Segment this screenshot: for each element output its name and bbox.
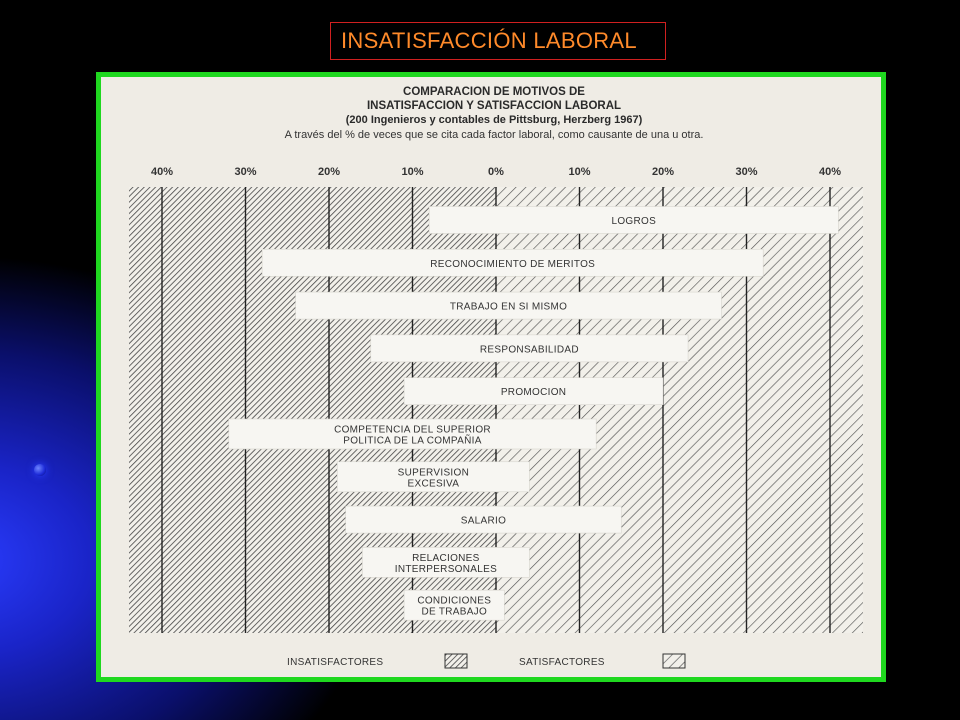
chart-description: A través del % de veces que se cita cada factor laboral, como causante de una u otra. [284, 129, 704, 141]
factor-label: INTERPERSONALES [394, 563, 498, 575]
x-tick-label: 20% [317, 166, 341, 178]
factor-label: TRABAJO EN SI MISMO [449, 301, 568, 313]
factor-label: RECONOCIMIENTO DE MERITOS [430, 258, 596, 270]
factor-label: SALARIO [460, 515, 507, 527]
x-tick-label: 10% [401, 166, 424, 178]
legend-swatch-satisfactores [663, 654, 685, 668]
factor-label: LOGROS [611, 215, 657, 227]
x-tick-label: 10% [568, 166, 591, 178]
herzberg-chart [101, 77, 881, 677]
plot-area [129, 166, 863, 633]
factor-label: COMPETENCIA DEL SUPERIOR [334, 424, 491, 436]
x-tick-label: 30% [735, 166, 758, 178]
chart-title-line-2: INSATISFACCION Y SATISFACCION LABORAL [366, 100, 622, 112]
slide-title: INSATISFACCIÓN LABORAL [330, 22, 666, 60]
factor-label: SUPERVISION [397, 467, 470, 479]
factor-label: POLITICA DE LA COMPAÑIA [343, 435, 482, 447]
x-tick-label: 40% [150, 166, 174, 178]
legend-label-insatisfactores: INSATISFACTORES [287, 657, 384, 668]
factor-label: CONDICIONES [417, 595, 492, 607]
x-tick-label: 30% [234, 166, 257, 178]
x-tick-label: 40% [818, 166, 842, 178]
legend-label-satisfactores: SATISFACTORES [519, 657, 605, 668]
bullet-decoration [34, 464, 46, 476]
x-tick-label: 20% [651, 166, 675, 178]
chart-legend [287, 654, 685, 668]
chart-frame [96, 72, 886, 682]
factor-label: PROMOCION [500, 387, 567, 399]
factor-label: DE TRABAJO [421, 606, 488, 618]
x-tick-label: 0% [488, 166, 504, 178]
chart-title-line-1: COMPARACION DE MOTIVOS DE [403, 86, 585, 98]
legend-swatch-insatisfactores [445, 654, 467, 668]
chart-subtitle: (200 Ingenieros y contables de Pittsburg, Herzberg 1967) [345, 114, 643, 126]
factor-label: EXCESIVA [407, 478, 460, 490]
factor-label: RESPONSABILIDAD [479, 344, 579, 356]
factor-label: RELACIONES [412, 552, 480, 564]
